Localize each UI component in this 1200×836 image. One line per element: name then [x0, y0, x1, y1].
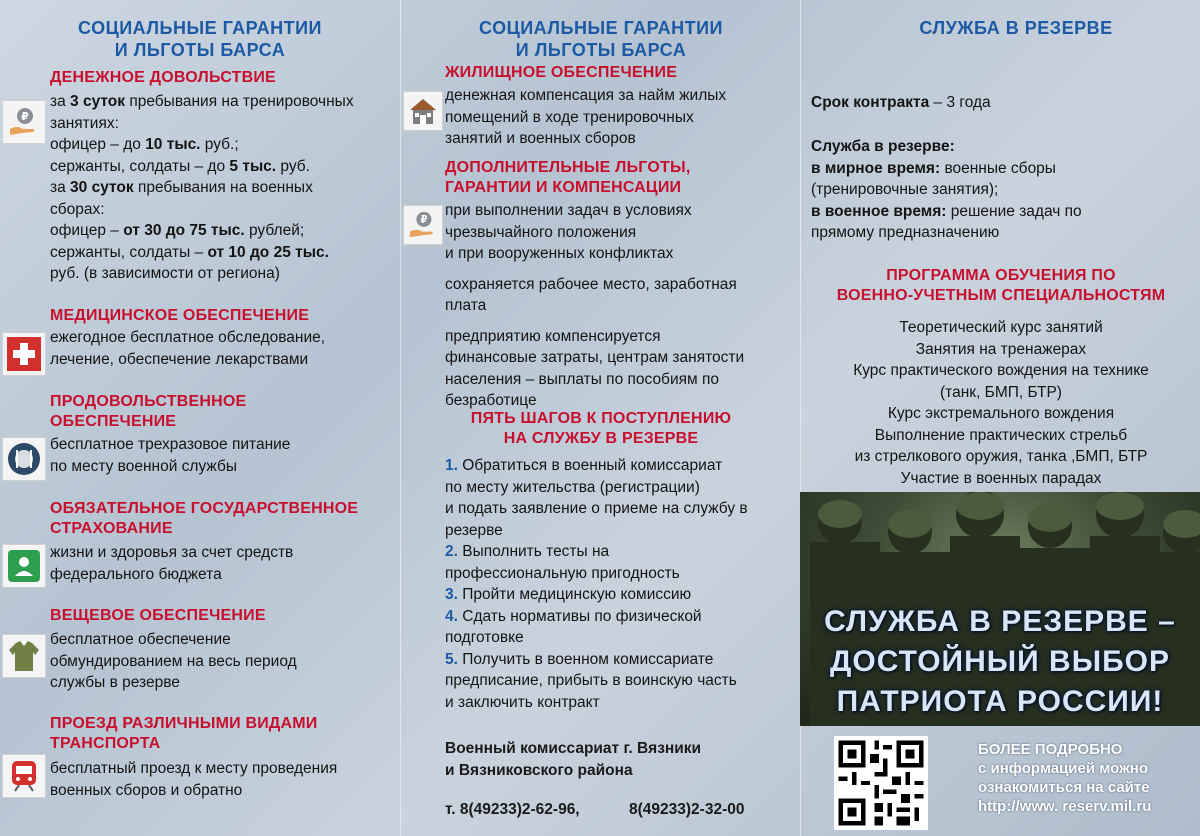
- text: военных сборов и обратно: [50, 781, 243, 799]
- text: при выполнении задач в условиях: [445, 202, 692, 219]
- insurance-heading: [50, 499, 358, 539]
- qr-code-icon[interactable]: [834, 736, 928, 830]
- program-heading: [801, 266, 1200, 306]
- step-number: 4.: [445, 607, 458, 625]
- text: предприятию компенсируется: [445, 327, 661, 345]
- program-item: Курс практического вождения на технике: [853, 362, 1149, 379]
- text: ознакомиться на сайте: [978, 779, 1150, 796]
- text: ПРОЕЗД РАЗЛИЧНЫМИ ВИДАМИ: [50, 715, 318, 732]
- title-line: СОЦИАЛЬНЫЕ ГАРАНТИИ: [479, 18, 723, 38]
- text: Военный комиссариат г. Вязники: [445, 740, 702, 757]
- text: предписание, прибыть в воинскую часть: [445, 672, 737, 689]
- text: сохраняется рабочее место, заработная: [445, 275, 737, 293]
- text: населения – выплаты по пособиям по: [445, 370, 719, 388]
- column2-title: [401, 17, 801, 61]
- text: бесплатное трехразовое питание: [50, 436, 291, 453]
- housing-text: [445, 85, 801, 150]
- text-bold: Служба в резерве:: [811, 138, 955, 155]
- text: ТРАНСПОРТА: [50, 735, 161, 752]
- text-bold: в военное время:: [811, 202, 947, 220]
- text-bold: 3 суток: [70, 93, 126, 110]
- text-bold: Срок контракта: [811, 94, 930, 111]
- text: бесплатный проезд к месту проведения: [50, 760, 338, 777]
- text: БОЛЕЕ ПОДРОБНО: [978, 741, 1123, 758]
- transport-heading: [50, 714, 318, 754]
- text: ПРОДОВОЛЬСТВЕННОЕ: [50, 393, 247, 410]
- train-icon: [2, 754, 46, 798]
- slogan-line-2: ДОСТОЙНЫЙ ВЫБОР: [830, 645, 1170, 678]
- text: Получить в военном комиссариате: [457, 650, 714, 668]
- text: помещений в ходе тренировочных: [445, 108, 694, 126]
- program-item: Курс экстремального вождения: [887, 405, 1115, 422]
- text-bold: от 30 до 75 тыс.: [123, 222, 245, 239]
- step-number: 5.: [445, 650, 458, 668]
- title-line: И ЛЬГОТЫ БАРСА: [114, 40, 286, 60]
- text: службы в резерве: [50, 674, 180, 691]
- text: по месту жительства (регистрации): [445, 478, 700, 496]
- text: руб.: [276, 157, 310, 175]
- column-benefits-2: [400, 0, 800, 836]
- program-list: [801, 317, 1200, 489]
- text: денежная компенсация за найм жилых: [445, 87, 727, 104]
- more-info: [978, 740, 1200, 816]
- text: ДОПОЛНИТЕЛЬНЫЕ ЛЬГОТЫ,: [445, 159, 691, 176]
- first-aid-icon: [2, 332, 46, 376]
- program-item: из стрелкового оружия, танка ,БМП, БТР: [854, 448, 1148, 465]
- website-link[interactable]: http://www. reserv.mil.ru: [978, 798, 1152, 815]
- step-number: 1.: [445, 457, 458, 474]
- text: за: [50, 179, 71, 196]
- text: прямому предназначению: [811, 224, 1000, 241]
- text: Выполнить тесты на: [457, 543, 610, 560]
- food-heading: [50, 392, 246, 432]
- contract-term: [811, 92, 1200, 114]
- text-bold: в мирное время:: [811, 159, 941, 177]
- text: Обратиться в военный комиссариат: [457, 457, 723, 474]
- text: ежегодное бесплатное обследование,: [50, 329, 326, 346]
- text-bold: 5 тыс.: [229, 157, 277, 175]
- money-heading: ДЕНЕЖНОЕ ДОВОЛЬСТВИЕ: [50, 69, 276, 86]
- text: СТРАХОВАНИЕ: [50, 520, 173, 537]
- clothing-heading: ВЕЩЕВОЕ ОБЕСПЕЧЕНИЕ: [50, 607, 266, 624]
- svg-text:₽: ₽: [420, 214, 428, 227]
- step-number: 2.: [445, 543, 458, 560]
- text: ПЯТЬ ШАГОВ К ПОСТУПЛЕНИЮ: [470, 410, 732, 427]
- steps-heading: [401, 409, 801, 449]
- clothing-text: [50, 629, 400, 694]
- title-line: СОЦИАЛЬНЫЕ ГАРАНТИИ: [78, 18, 322, 38]
- commissariat-block: [445, 738, 801, 782]
- money-text: [50, 91, 400, 285]
- text: офицер – до: [50, 136, 146, 153]
- housing-heading: ЖИЛИЩНОЕ ОБЕСПЕЧЕНИЕ: [445, 64, 678, 81]
- house-icon: [403, 91, 443, 131]
- text: чрезвычайного положения: [445, 223, 637, 241]
- text: ГАРАНТИИ И КОМПЕНСАЦИИ: [445, 179, 682, 196]
- text: за: [50, 93, 71, 110]
- ruble-hand-icon: [403, 205, 443, 245]
- text: Сдать нормативы по физической: [457, 607, 702, 625]
- food-text: [50, 434, 400, 477]
- text: с информацией можно: [978, 760, 1148, 777]
- text: жизни и здоровья за счет средств: [50, 544, 294, 561]
- text: ОБЯЗАТЕЛЬНОЕ ГОСУДАРСТВЕННОЕ: [50, 500, 359, 517]
- program-item: (танк, БМП, БТР): [940, 383, 1062, 401]
- text: офицер –: [50, 222, 124, 239]
- text: – 3 года: [929, 94, 991, 111]
- text: сборах:: [50, 200, 105, 218]
- text-bold: 30 суток: [70, 179, 134, 196]
- text: ОБЕСПЕЧЕНИЕ: [50, 413, 177, 430]
- text: по месту военной службы: [50, 457, 237, 475]
- transport-text: [50, 758, 400, 801]
- extra-text: [445, 200, 801, 412]
- plate-cutlery-icon: [2, 437, 46, 481]
- program-item: Выполнение практических стрельб: [874, 426, 1128, 444]
- text: плата: [445, 297, 487, 314]
- program-item: Теоретический курс занятий: [899, 319, 1103, 336]
- text: обмундированием на весь период: [50, 652, 297, 670]
- text: подготовке: [445, 629, 524, 646]
- step-number: 3.: [445, 586, 458, 603]
- title-line: И ЛЬГОТЫ БАРСА: [515, 40, 687, 60]
- text: финансовые затраты, центрам занятости: [445, 349, 745, 366]
- text-bold: от 10 до 25 тыс.: [207, 243, 329, 261]
- text: руб.;: [200, 136, 239, 153]
- phone-2: 8(49233)2-32-00: [629, 801, 745, 818]
- text: и заключить контракт: [445, 693, 600, 711]
- text: решение задач по: [946, 202, 1082, 220]
- text: руб. (в зависимости от региона): [50, 265, 280, 282]
- column-benefits-1: [0, 0, 400, 836]
- text: ПРОГРАММА ОБУЧЕНИЯ ПО: [886, 267, 1116, 284]
- text: (тренировочные занятия);: [811, 181, 999, 198]
- text: ВОЕННО-УЧЕТНЫМ СПЕЦИАЛЬНОСТЯМ: [836, 287, 1166, 304]
- column1-title: [0, 17, 400, 61]
- phone-1: т. 8(49233)2-62-96,: [445, 801, 580, 818]
- text-bold: 10 тыс.: [145, 136, 201, 153]
- text: пребывания на военных: [133, 179, 313, 196]
- medical-text: [50, 327, 400, 370]
- text: резерве: [445, 521, 503, 539]
- svg-text:₽: ₽: [21, 110, 29, 123]
- ruble-hand-icon: [2, 100, 46, 144]
- reserve-service: [811, 136, 1200, 244]
- text: занятий и военных сборов: [445, 130, 636, 147]
- text: и при вооруженных конфликтах: [445, 245, 674, 262]
- text: Пройти медицинскую комиссию: [457, 586, 692, 603]
- text: рублей;: [244, 222, 305, 239]
- text: и Вязниковского района: [445, 762, 633, 779]
- text: военные сборы: [940, 159, 1056, 177]
- reserve-title: СЛУЖБА В РЕЗЕРВЕ: [919, 18, 1113, 38]
- text: и подать заявление о приеме на службу в: [445, 500, 748, 517]
- program-item: Занятия на тренажерах: [915, 340, 1087, 358]
- text: сержанты, солдаты –: [50, 243, 208, 261]
- tunic-icon: [2, 634, 46, 678]
- text: бесплатное обеспечение: [50, 631, 231, 648]
- soldiers-photo: [800, 492, 1200, 726]
- program-item: Участие в военных парадах: [900, 469, 1102, 487]
- steps-list: [445, 455, 801, 713]
- slogan-line-3: ПАТРИОТА РОССИИ!: [836, 685, 1164, 718]
- text: пребывания на тренировочных: [125, 93, 354, 110]
- insurance-text: [50, 542, 400, 585]
- text: НА СЛУЖБУ В РЕЗЕРВЕ: [503, 430, 699, 447]
- text: сержанты, солдаты – до: [50, 157, 230, 175]
- text: федерального бюджета: [50, 565, 222, 583]
- extra-heading: [445, 158, 691, 198]
- text: профессиональную пригодность: [445, 564, 680, 582]
- shield-person-icon: [2, 544, 46, 588]
- text: занятиях:: [50, 114, 119, 132]
- medical-heading: МЕДИЦИНСКОЕ ОБЕСПЕЧЕНИЕ: [50, 307, 310, 324]
- text: лечение, обеспечение лекарствами: [50, 350, 309, 368]
- slogan-line-1: СЛУЖБА В РЕЗЕРВЕ –: [824, 605, 1176, 638]
- text: безработице: [445, 392, 537, 409]
